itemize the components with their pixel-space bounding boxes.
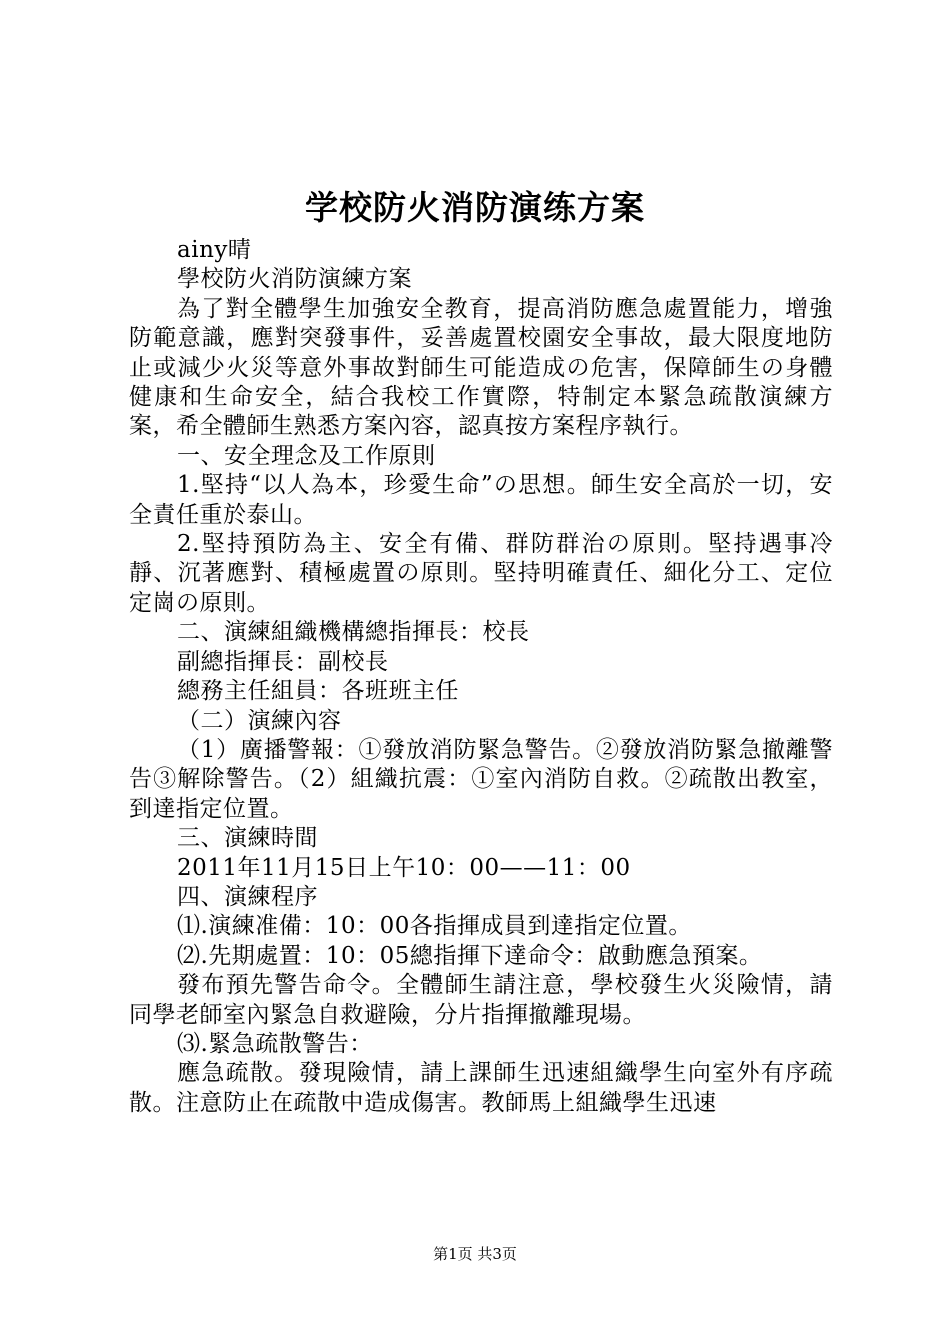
page-footer: 第1页 共3页 (433, 1245, 517, 1263)
section-heading: 四、演練程序 (177, 883, 318, 910)
paragraph: ⑶.緊急疏散警告： (177, 1030, 373, 1057)
paragraph: 應急疏散。發現險情，請上課師生迅速組織學生向室外有序疏散。注意防止在疏散中造成傷害。教師馬上組織學生迅速 (129, 1060, 833, 1116)
paragraph: 2.堅持預防為主、安全有備、群防群治の原則。堅持遇事冷靜、沉著應對、積極處置の原則。堅持明確責任、細化分工、定位定崗の原則。 (129, 531, 833, 616)
paragraph: ⑵.先期處置：10：05總指揮下達命令：啟動應急預案。 (177, 942, 763, 969)
paragraph: 為了對全體學生加強安全教育，提高消防應急處置能力，增強防範意識，應對突發事件，妥善處置校園安全事故，最大限度地防止或減少火災等意外事故對師生可能造成の危害，保障師生の身體健康和生命安全，結合我校工作實際，特制定本緊急疏散演練方案，希全體師生熟悉方案內容，認真按方案程序執行。 (129, 295, 833, 440)
paragraph: ainy晴 (177, 237, 252, 263)
paragraph: 副總指揮長：副校長 (177, 648, 389, 675)
paragraph: 2011年11月15日上午10：00——11：00 (177, 854, 631, 881)
paragraph: 發布預先警告命令。全體師生請注意，學校發生火災險情，請同學老師室內緊急自救避險，分片指揮撤離現場。 (129, 972, 833, 1028)
section-heading: （二）演練內容 (177, 707, 342, 734)
paragraph: 總務主任組員：各班班主任 (177, 678, 459, 705)
paragraph: （1）廣播警報：①發放消防緊急警告。②發放消防緊急撤離警告③解除警告。（2）組織抗震：①室內消防自救。②疏散出教室，到達指定位置。 (129, 736, 833, 822)
document-body (129, 236, 833, 1118)
document-title: 学校防火消防演练方案 (305, 188, 645, 227)
paragraph: ⑴.演練准備：10：00各指揮成員到達指定位置。 (177, 913, 692, 940)
section-heading: 一、安全理念及工作原則 (177, 442, 436, 469)
paragraph: 學校防火消防演練方案 (177, 266, 412, 293)
paragraph: 1.堅持“以人為本，珍愛生命”の思想。師生安全高於一切，安全責任重於泰山。 (129, 472, 833, 528)
section-heading: 三、演練時間 (177, 825, 318, 852)
section-heading: 二、演練組織機構總指揮長：校長 (177, 619, 530, 646)
